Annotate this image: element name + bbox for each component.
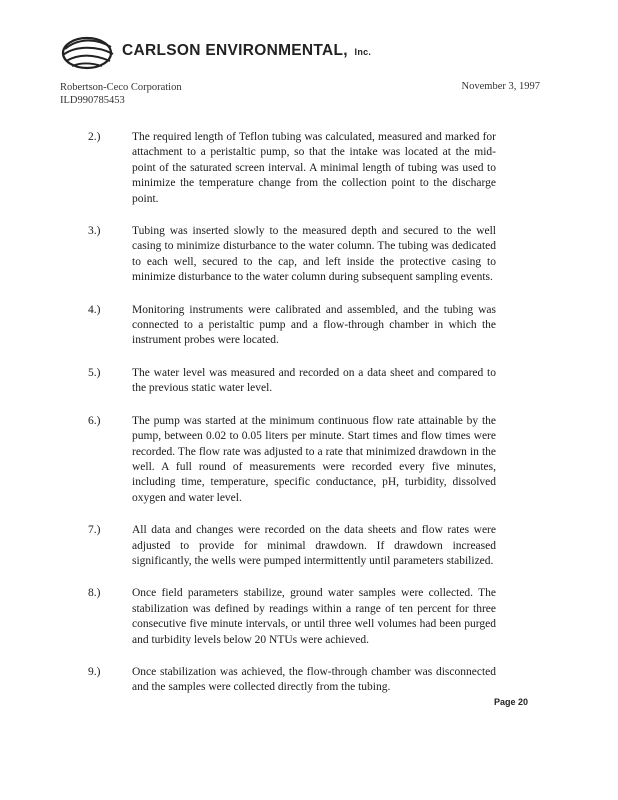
procedure-step bbox=[88, 130, 496, 207]
company-suffix: Inc. bbox=[354, 47, 372, 57]
procedure-step bbox=[88, 224, 496, 286]
procedure-step bbox=[88, 665, 496, 696]
procedure-step bbox=[88, 586, 496, 648]
step-number: 5.) bbox=[88, 366, 101, 379]
client-name: Robertson-Ceco Corporation bbox=[60, 82, 182, 93]
step-number: 4.) bbox=[88, 303, 101, 316]
step-text: All data and changes were recorded on the data sheets and flow rates were adjusted to provide for minimal drawdown. If drawdown increased significantly, the wells were pumped intermittently until parameters stabilized. bbox=[132, 524, 496, 567]
step-text: Tubing was inserted slowly to the measured depth and secured to the well casing to minimize disturbance to the water column. The tubing was dedicated to each well, secured to the cap, and left inside the protective casing to minimize disturbance to the water column during subsequent sampling events. bbox=[132, 225, 496, 284]
client-block bbox=[60, 81, 182, 107]
letterhead bbox=[60, 34, 480, 74]
step-text: Once stabilization was achieved, the flow-through chamber was disconnected and the samples were collected directly from the tubing. bbox=[132, 665, 496, 694]
step-number: 7.) bbox=[88, 524, 101, 537]
step-text: Monitoring instruments were calibrated and assembled, and the tubing was connected to a peristaltic pump and a flow-through chamber in which the instrument probes were located. bbox=[132, 303, 496, 347]
step-number: 9.) bbox=[88, 665, 101, 678]
procedure-step bbox=[88, 303, 496, 349]
step-number: 6.) bbox=[88, 414, 101, 427]
step-number: 3.) bbox=[88, 225, 101, 238]
step-number: 8.) bbox=[88, 587, 101, 600]
procedure-step bbox=[88, 523, 496, 569]
step-number: 2.) bbox=[88, 131, 101, 143]
globe-swoosh-logo-icon bbox=[60, 34, 116, 72]
page-number: Page 20 bbox=[493, 697, 528, 707]
procedure-steps bbox=[88, 130, 496, 713]
document-date: November 3, 1997 bbox=[461, 81, 540, 92]
step-text: The water level was measured and recorded on a data sheet and compared to the previous static water level. bbox=[132, 366, 496, 395]
procedure-step bbox=[88, 414, 496, 506]
step-text: The pump was started at the minimum continuous flow rate attainable by the pump, between 0.02 to 0.05 liters per minute. Start times and flow times were recorded. The flow rate was adjusted to a rate that minimized drawdown in the well. A full round of measurements were recorded every five minutes, including time, temperature, specific conductance, pH, turbidity, dissolved oxygen and water level. bbox=[132, 414, 496, 504]
step-text: The required length of Teflon tubing was calculated, measured and marked for attachment to a peristaltic pump, so that the intake was located at the mid-point of the saturated screen interval. A minimal length of tubing was used to minimize the temperature change from the collection point to the discharge point. bbox=[132, 131, 496, 205]
procedure-step bbox=[88, 366, 496, 397]
client-id: ILD990785453 bbox=[60, 95, 125, 106]
company-name: CARLSON ENVIRONMENTAL, Inc. bbox=[122, 42, 372, 59]
step-text: Once field parameters stabilize, ground water samples were collected. The stabilization was defined by readings within a range of ten percent for three consecutive five minute intervals, or until three well volumes had been purged and turbidity levels below 20 NTUs were achieved. bbox=[132, 587, 496, 646]
